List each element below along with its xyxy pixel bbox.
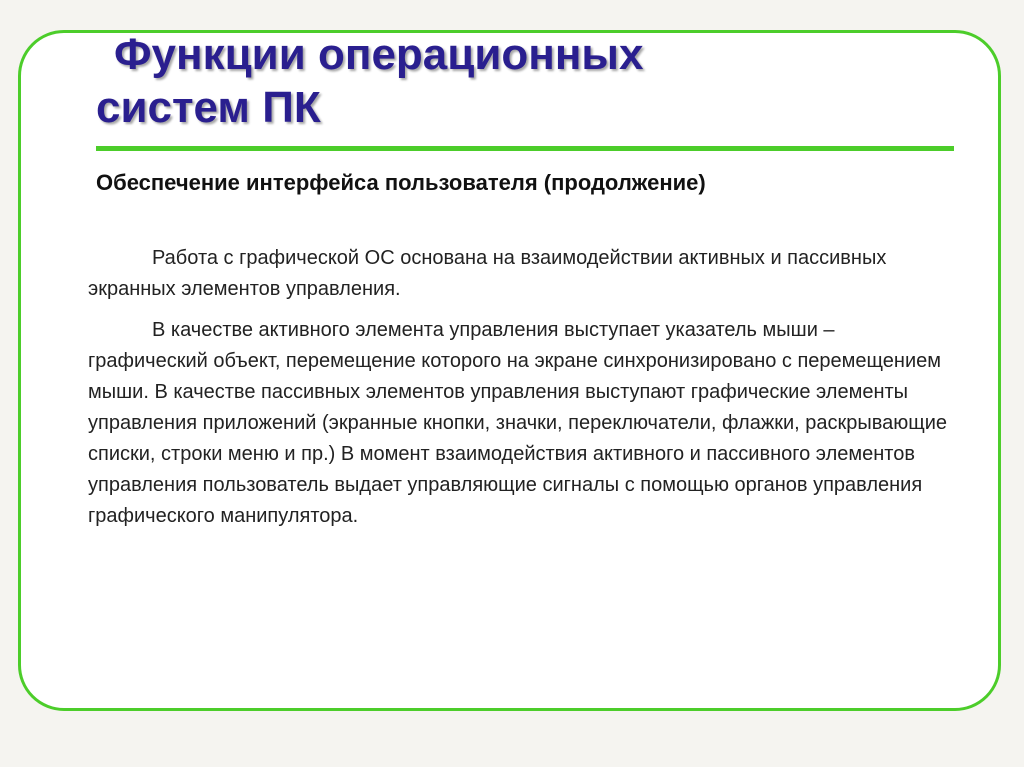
title-divider <box>96 146 954 151</box>
slide-subtitle: Обеспечение интерфейса пользователя (продолжение) <box>96 170 706 195</box>
slide-title-line-2: систем ПК <box>96 83 321 132</box>
slide-title-line-1: Функции операционных <box>114 30 644 79</box>
slide-body <box>88 243 948 532</box>
body-paragraph-2: В качестве активного элемента управления выступает указатель мыши – графический объект, перемещение которого на экране синхронизировано с перемещением мыши. В качестве пассивных элементов управления выступают графические элементы управления приложений (экранные кнопки, значки, переключатели, флажки, раскрывающие списки, строки меню и пр.) В момент взаимодействия активного и пассивного элементов управления пользователь выдает управляющие сигналы с помощью органов управления графического манипулятора. <box>88 319 947 527</box>
body-paragraph-1: Работа с графической ОС основана на взаимодействии активных и пассивных экранных элементов управления. <box>88 247 887 300</box>
slide-title <box>96 28 896 134</box>
